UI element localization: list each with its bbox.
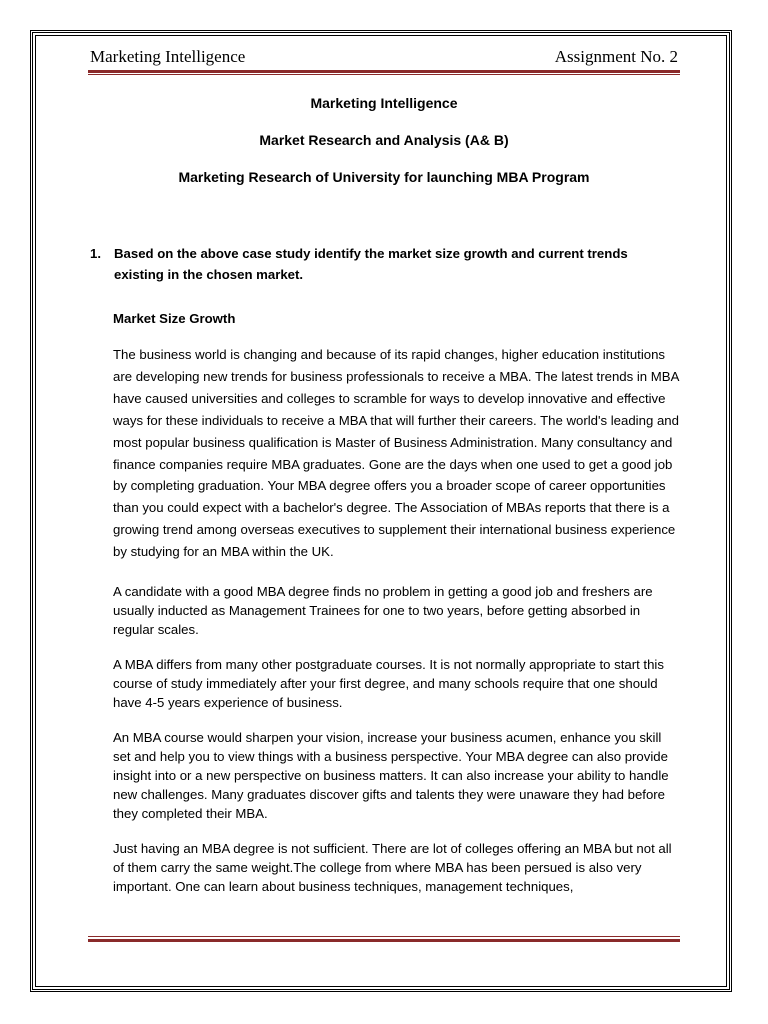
question-text: Based on the above case study identify the market size growth and current trends existing in the chosen market.: [114, 246, 628, 282]
header-rule-thin: [88, 74, 680, 75]
header-left-title: Marketing Intelligence: [90, 47, 246, 66]
footer-rule-thin: [88, 936, 680, 937]
section-heading: Market Size Growth: [113, 311, 236, 326]
document-titles: [90, 92, 678, 203]
header-assignment-number: Assignment No. 2: [554, 47, 678, 66]
body-paragraph: A candidate with a good MBA degree finds no problem in getting a good job and freshers are usually inducted as Management Trainees for one to two years, before getting absorbed in regular scales.: [113, 584, 653, 638]
body-paragraph: Just having an MBA degree is not sufficient. There are lot of colleges offering an MBA but not all of them carry the same weight.The college from where MBA has been persued is also very important. One can learn about business techniques, management techniques,: [113, 841, 672, 895]
answer-section: [113, 308, 679, 912]
body-paragraph: A MBA differs from many other postgraduate courses. It is not normally appropriate to start this course of study immediately after your first degree, and many schools require that one should have 4-5 years experience of business.: [113, 657, 664, 711]
document-title: Marketing Intelligence: [310, 95, 458, 111]
question-number: 1.: [90, 246, 101, 261]
question-item: [90, 243, 680, 285]
body-paragraph: An MBA course would sharpen your vision, increase your business acumen, enhance you skill set and help you to view things with a business perspective. Your MBA degree can also provide insight into or a new perspective on business matters. It can also increase your ability to handle new challenges. Many graduates discover gifts and talents they were unaware they had before they completed their MBA.: [113, 730, 669, 822]
document-topic: Marketing Research of University for launching MBA Program: [178, 169, 590, 185]
header-rule: [88, 70, 680, 73]
footer-rule: [88, 939, 680, 942]
page-header: [90, 47, 678, 67]
document-subtitle: Market Research and Analysis (A& B): [259, 132, 509, 148]
body-paragraph: The business world is changing and because of its rapid changes, higher education institutions are developing new trends for business professionals to receive a MBA. The latest trends in MBA have caused universities and colleges to scramble for ways to develop innovative and effective ways for these individuals to receive a MBA that will further their careers. The world's leading and most popular business qualification is Master of Business Administration. Many consultancy and finance companies require MBA graduates. Gone are the days when one used to get a good job by completing graduation. Your MBA degree offers you a broader scope of career opportunities than you could expect with a bachelor's degree. The Association of MBAs reports that there is a growing trend among overseas executives to supplement their international business experience by studying for an MBA within the UK.: [113, 347, 679, 560]
